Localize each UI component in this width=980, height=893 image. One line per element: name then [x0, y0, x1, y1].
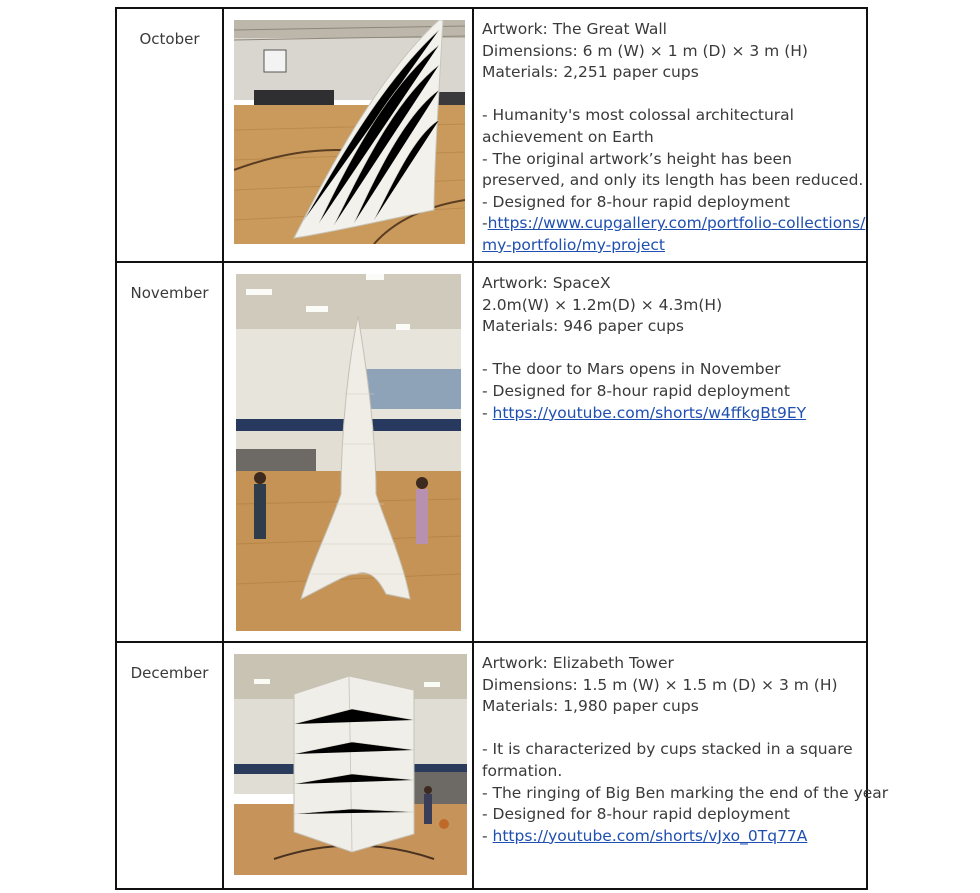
- artwork-title: Artwork: The Great Wall: [482, 20, 667, 38]
- great-wall-photo: [234, 20, 465, 244]
- spacex-photo: [236, 274, 461, 631]
- youtube-link[interactable]: https://youtube.com/shorts/vJxo_0Tq77A: [492, 826, 808, 845]
- elizabeth-tower-photo: [234, 654, 467, 875]
- youtube-link[interactable]: https://youtube.com/shorts/w4ffkgBt9EY: [492, 403, 807, 422]
- portfolio-link[interactable]: https://www.cupgallery.com/portfolio-collections/my-portfolio/my-project: [482, 214, 866, 254]
- link-prefix: -: [482, 826, 493, 845]
- month-label: October: [139, 30, 200, 48]
- table-row-december: [116, 642, 867, 889]
- month-cell: [116, 642, 223, 889]
- note-item: - Designed for 8-hour rapid deployment: [482, 805, 790, 824]
- note-item: - The original artwork’s height has been preserved, and only its length has been reduced.: [482, 149, 864, 190]
- artwork-materials: Materials: 946 paper cups: [482, 317, 684, 336]
- note-item: - It is characterized by cups stacked in a square formation.: [482, 740, 853, 780]
- month-label: November: [130, 284, 209, 302]
- note-item: - Humanity's most colossal architectural achievement on Earth: [482, 106, 794, 146]
- description-cell: [473, 262, 867, 642]
- artwork-dimensions: Dimensions: 1.5 m (W) × 1.5 m (D) × 3 m (H): [482, 675, 838, 694]
- note-item: - Designed for 8-hour rapid deployment: [482, 381, 790, 400]
- artwork-materials: Materials: 2,251 paper cups: [482, 63, 699, 82]
- note-item: - The ringing of Big Ben marking the end of the year: [482, 783, 889, 802]
- month-cell: [116, 8, 223, 262]
- description-cell: [473, 8, 867, 262]
- photo-cell: [223, 262, 473, 642]
- table-row-october: [116, 8, 867, 262]
- link-line: [482, 826, 866, 848]
- month-label: December: [130, 664, 209, 682]
- link-prefix: -: [482, 403, 493, 422]
- artwork-title: Artwork: Elizabeth Tower: [482, 654, 674, 672]
- description-cell: [473, 642, 889, 889]
- artwork-schedule-table: [115, 7, 889, 890]
- link-prefix: -: [482, 214, 488, 233]
- artwork-dimensions: 2.0m(W) × 1.2m(D) × 4.3m(H): [482, 295, 723, 314]
- artwork-materials: Materials: 1,980 paper cups: [482, 697, 699, 716]
- link-line: [482, 403, 866, 425]
- link-line: [482, 213, 866, 256]
- photo-cell: [223, 642, 473, 889]
- photo-cell: [223, 8, 473, 262]
- artwork-title: Artwork: SpaceX: [482, 274, 611, 292]
- table-row-november: [116, 262, 867, 642]
- artwork-dimensions: Dimensions: 6 m (W) × 1 m (D) × 3 m (H): [482, 41, 808, 60]
- note-item: - The door to Mars opens in November: [482, 360, 781, 379]
- note-item: - Designed for 8-hour rapid deployment: [482, 192, 790, 211]
- month-cell: [116, 262, 223, 642]
